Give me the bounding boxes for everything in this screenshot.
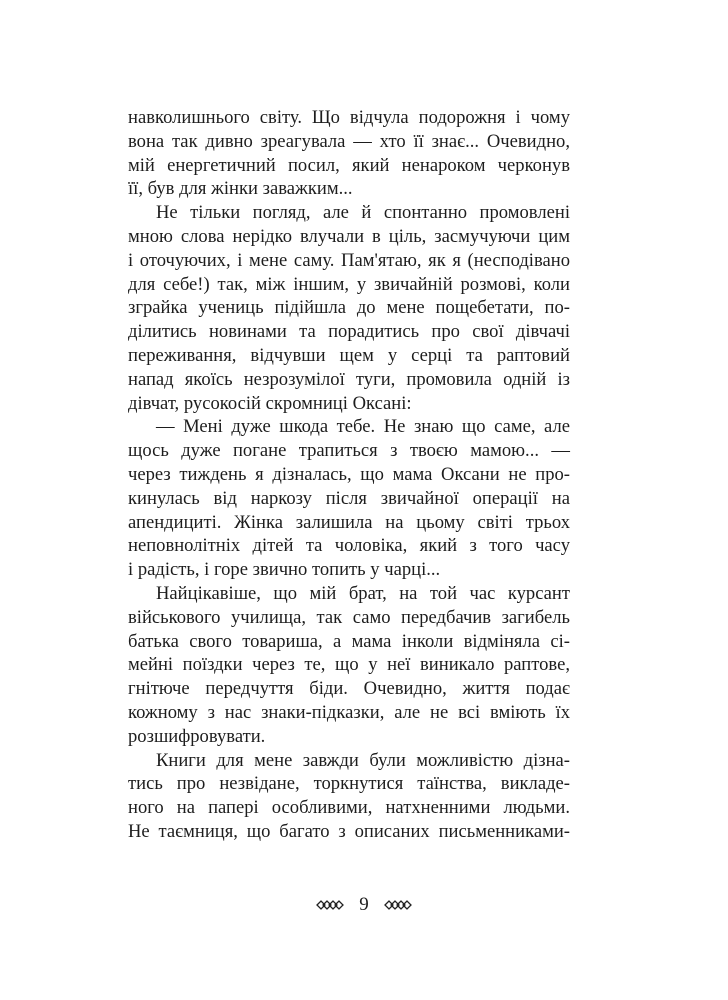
text-line: її, був для жінки заважким... bbox=[128, 178, 353, 200]
text-line: мейні поїздки через те, що у неї виникало раптове, bbox=[128, 654, 570, 676]
text-line: і радість, і горе звично топить у чарці... bbox=[128, 559, 441, 581]
text-line: вона так дивно зреагувала — хто її знає... Очевидно, bbox=[128, 130, 570, 152]
text-line: батька свого товариша, а мама інколи відміняла сі- bbox=[128, 630, 570, 652]
text-line: розшифровувати. bbox=[128, 725, 266, 747]
text-line: гнітюче передчуття біди. Очевидно, життя подає bbox=[128, 678, 570, 700]
text-line: щось дуже погане трапиться з твоєю мамою... — bbox=[128, 440, 570, 462]
text-line: Книги для мене завжди були можливістю дізна- bbox=[156, 749, 570, 771]
text-line: мій енергетичний посил, який ненароком черконув bbox=[128, 154, 570, 176]
text-line: зграйка учениць підійшла до мене пощебетати, по- bbox=[128, 297, 570, 319]
text-line: — Мені дуже шкода тебе. Не знаю що саме, але bbox=[156, 416, 570, 438]
text-line: ділитись новинами та порадитись про свої дівчачі bbox=[128, 321, 570, 343]
text-line: і оточуючих, і мене саму. Пам'ятаю, як я (несподівано bbox=[128, 249, 570, 271]
text-line: переживання, відчувши щем у серці та раптовий bbox=[128, 344, 570, 366]
text-line: через тиждень я дізналась, що мама Оксани не про- bbox=[128, 463, 570, 485]
text-line: навколишнього світу. Що відчула подорожня і чому bbox=[128, 107, 570, 128]
text-line: мною слова нерідко влучали в ціль, засмучуючи цим bbox=[128, 225, 570, 247]
text-line: ного на папері особливими, натхненними людьми. bbox=[128, 797, 570, 819]
text-line: тись про незвідане, торкнутися таїнства, викладе- bbox=[128, 773, 570, 795]
text-line: Не таємниця, що багато з описаних письменниками- bbox=[128, 820, 570, 842]
text-line: Найцікавіше, що мій брат, на той час курсант bbox=[156, 582, 570, 604]
text-line: військового училища, так само передбачив загибель bbox=[128, 606, 570, 628]
body-text bbox=[128, 106, 570, 844]
text-line: кинулась від наркозу після звичайної операції на bbox=[128, 487, 570, 509]
text-line: напад якоїсь незрозумілої туги, промовила одній із bbox=[128, 368, 570, 390]
page-footer bbox=[0, 892, 728, 918]
text-line: дівчат, русокосій скромниці Оксані: bbox=[128, 392, 412, 414]
text-line: апендициті. Жінка залишила на цьому світі трьох bbox=[128, 511, 570, 533]
text-line: неповнолітніх дітей та чоловіка, який з того часу bbox=[128, 535, 570, 557]
text-line: кожному з нас знаки-підказки, але не всі вміють їх bbox=[128, 701, 570, 723]
text-line: для себе!) так, між іншим, у звичайній розмові, коли bbox=[128, 273, 570, 295]
text-line: Не тільки погляд, але й спонтанно промовлені bbox=[156, 202, 570, 224]
braided-knot-ornament-icon-right bbox=[383, 899, 413, 911]
braided-knot-ornament-icon-left bbox=[315, 899, 345, 911]
page-number: 9 bbox=[359, 894, 369, 915]
